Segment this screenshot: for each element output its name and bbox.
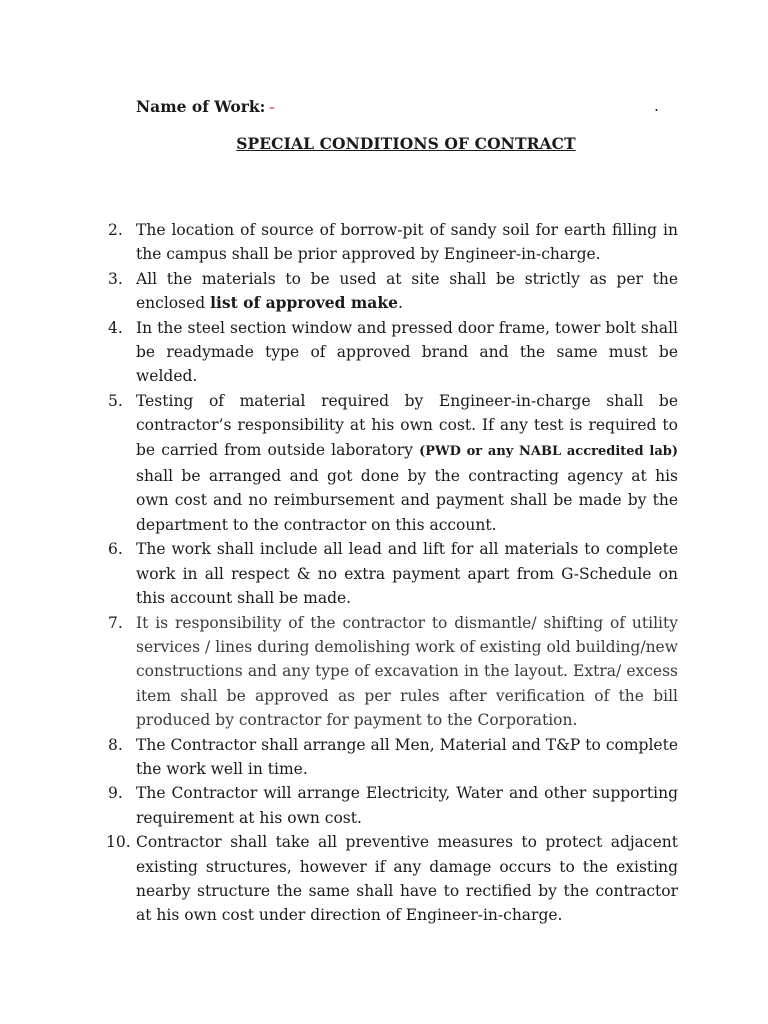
list-item bbox=[108, 830, 678, 928]
item-text: The Contractor will arrange Electricity, Water and other supporting requirement at his own cost. bbox=[136, 784, 678, 827]
name-of-work-dash: - bbox=[269, 98, 275, 116]
item-text: The work shall include all lead and lift for all materials to complete work in all respect & no extra payment apart from G-Schedule on this account shall be made. bbox=[136, 540, 678, 608]
item-number: 8. bbox=[108, 735, 123, 754]
list-item bbox=[108, 733, 678, 782]
item-text: Contractor shall take all preventive measures to protect adjacent existing structures, however if any damage occurs to the existing nearby structure the same shall have to rectified by the contractor at his own cost under direction of Engineer-in-charge. bbox=[136, 833, 678, 925]
item-text: The Contractor shall arrange all Men, Material and T&P to complete the work well in time. bbox=[136, 735, 678, 778]
item-text: The location of source of borrow-pit of sandy soil for earth filling in the campus shall be prior approved by Engineer-in-charge. bbox=[136, 221, 678, 264]
item-text: In the steel section window and pressed door frame, tower bolt shall be readymade type of approved brand and the same must be welded. bbox=[136, 318, 678, 386]
item-number: 4. bbox=[108, 318, 123, 337]
item-number: 10. bbox=[106, 833, 131, 852]
item-number: 6. bbox=[108, 540, 123, 559]
item-text: Testing of material required by Engineer-in-charge shall be contractor’s responsibility at his own cost. If any test is required to be carried from outside laboratory bbox=[136, 391, 678, 459]
item-number: 7. bbox=[108, 613, 123, 632]
name-of-work-trailing-dot: . bbox=[654, 97, 659, 115]
list-item bbox=[108, 316, 678, 389]
name-of-work-label: Name of Work: bbox=[136, 97, 266, 116]
item-number: 9. bbox=[108, 784, 123, 803]
item-text-bold: (PWD or any NABL accredited lab) bbox=[419, 443, 678, 459]
item-text-tail: shall be arranged and got done by the contracting agency at his own cost and no reimbursement and payment shall be made by the department to the contractor on this account. bbox=[136, 467, 678, 534]
document-title: SPECIAL CONDITIONS OF CONTRACT bbox=[236, 134, 576, 153]
item-text-tail: . bbox=[397, 294, 403, 313]
item-text-bold: list of approved make bbox=[210, 293, 398, 313]
item-text: It is responsibility of the contractor to dismantle/ shifting of utility services / lines during demolishing work of existing old building/new constructions and any type of excavation in the layout. Extra/ excess item shall be approved as per rules after verification of the bill produced by contractor for payment to the Corporation. bbox=[136, 613, 678, 730]
list-item bbox=[108, 781, 678, 830]
list-item bbox=[108, 218, 678, 267]
list-item bbox=[108, 267, 678, 316]
list-item bbox=[108, 537, 678, 610]
item-number: 3. bbox=[108, 269, 123, 288]
item-number: 2. bbox=[108, 221, 123, 239]
conditions-list bbox=[108, 218, 678, 928]
name-of-work-line bbox=[136, 97, 275, 116]
list-item bbox=[108, 389, 678, 537]
item-text: All the materials to be used at site shall be strictly as per the enclosed bbox=[136, 269, 678, 313]
list-item bbox=[108, 611, 678, 733]
item-number: 5. bbox=[108, 391, 123, 410]
